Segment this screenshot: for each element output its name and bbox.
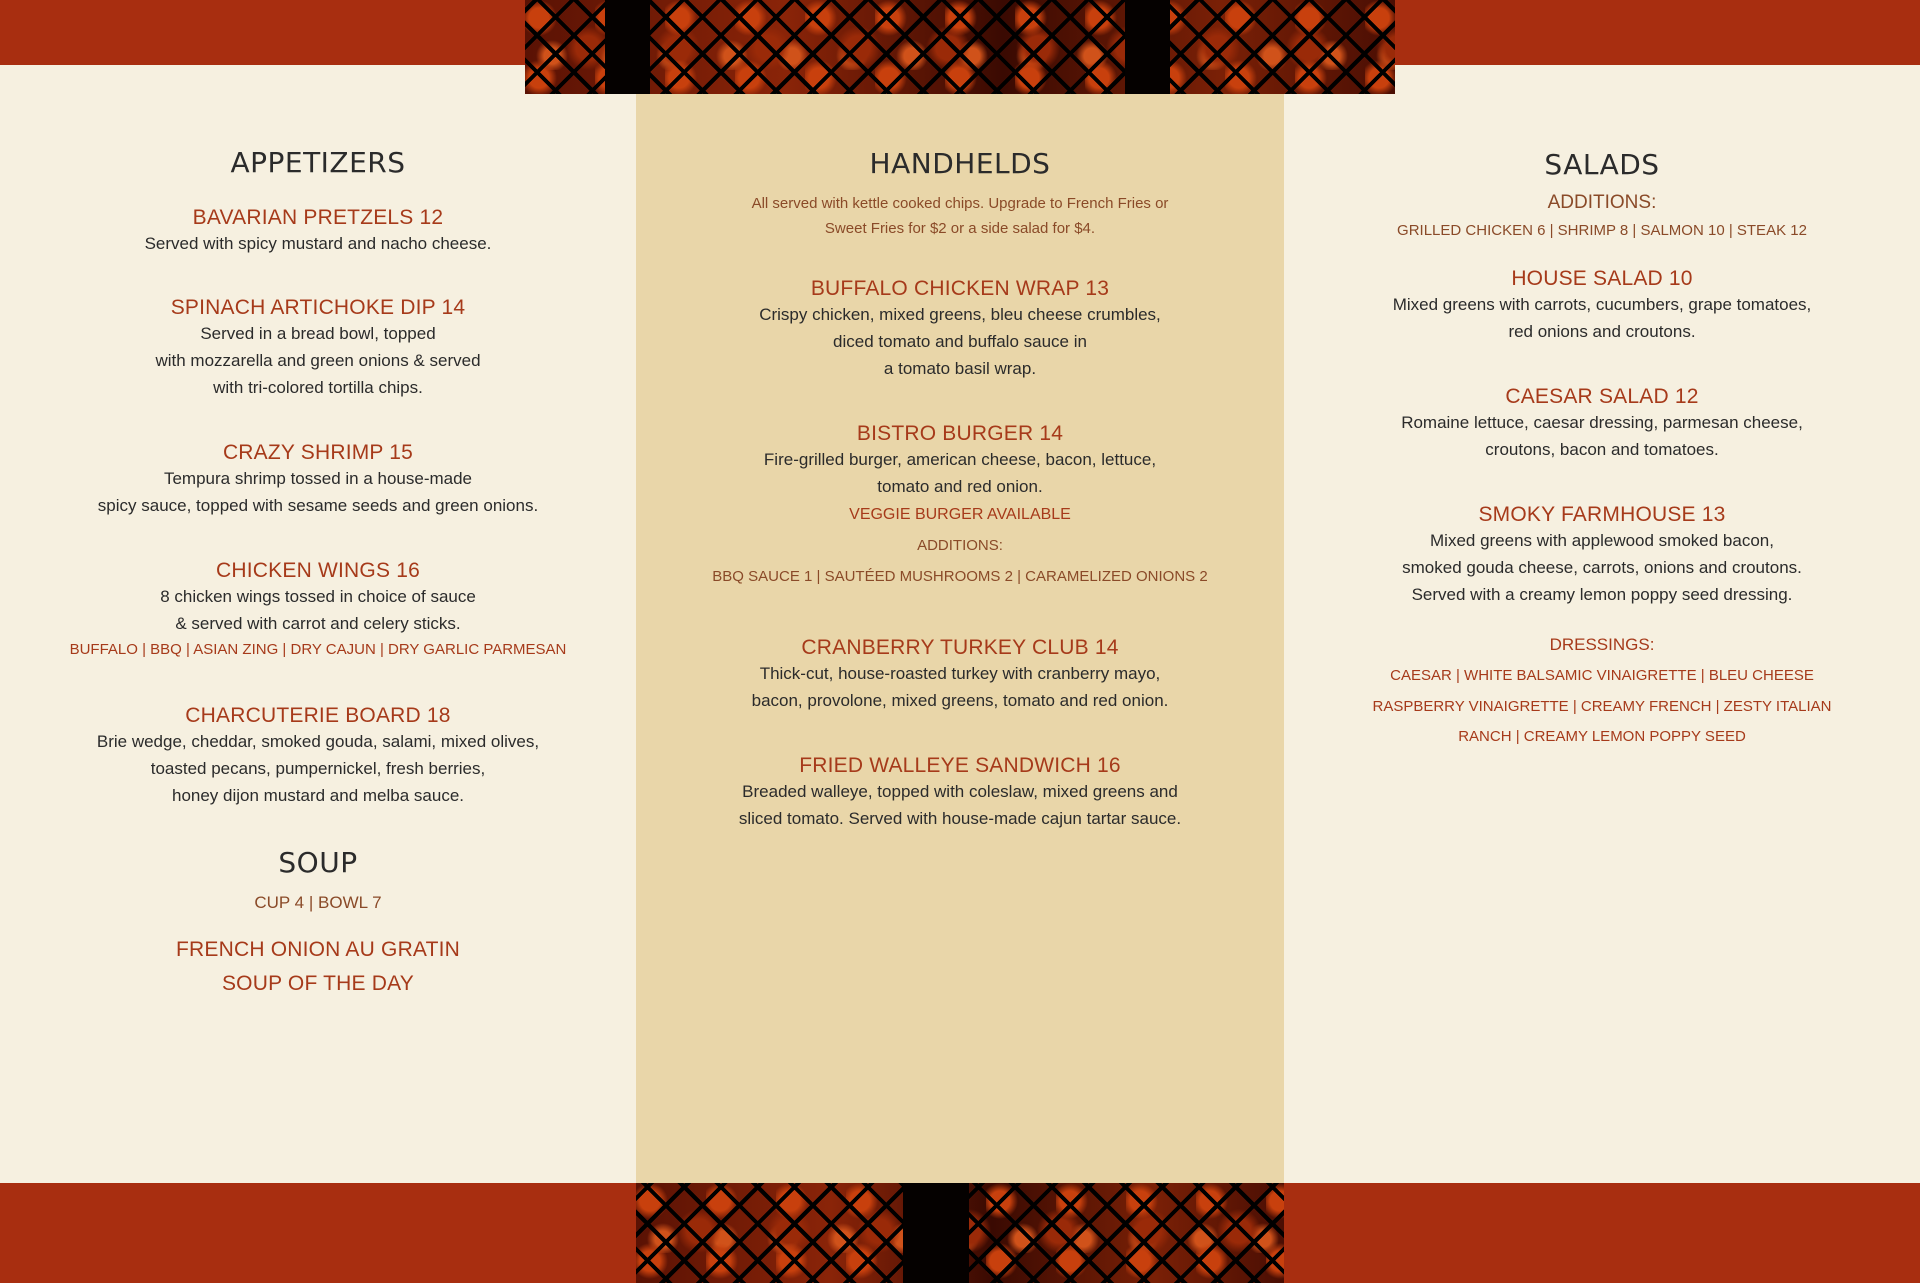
item-desc: Tempura shrimp tossed in a house-made (163, 469, 473, 488)
menu-item (636, 422, 1284, 589)
item-desc: Thick-cut, house-roasted turkey with cranberry mayo, (759, 664, 1161, 683)
soup-sizes: CUP 4 | BOWL 7 (254, 893, 382, 912)
item-desc: spicy sauce, topped with sesame seeds and green onions. (97, 496, 539, 515)
menu-item (0, 206, 636, 257)
lattice-image-top (525, 0, 1395, 94)
appetizers-title: APPETIZERS (230, 146, 406, 179)
item-desc: a tomato basil wrap. (883, 359, 1037, 378)
menu-item (0, 559, 636, 662)
item-desc: & served with carrot and celery sticks. (175, 614, 461, 633)
soup-item: FRENCH ONION AU GRATIN (175, 938, 461, 961)
item-desc: with mozzarella and green onions & served (155, 351, 481, 370)
menu-item (0, 296, 636, 401)
handhelds-intro (636, 191, 1284, 241)
additions-list: GRILLED CHICKEN 6 | SHRIMP 8 | SALMON 10 | STEAK 12 (1397, 222, 1807, 239)
handhelds-title: HANDHELDS (869, 147, 1051, 180)
item-name: HOUSE SALAD 10 (1511, 267, 1693, 290)
item-name: CHARCUTERIE BOARD 18 (185, 704, 451, 727)
item-desc: toasted pecans, pumpernickel, fresh berries, (150, 759, 486, 778)
soup-title: SOUP (278, 846, 358, 879)
veggie-note: VEGGIE BURGER AVAILABLE (849, 506, 1071, 523)
item-desc: Breaded walleye, topped with coleslaw, mixed greens and (742, 782, 1178, 801)
menu-item (1284, 385, 1920, 463)
item-desc: Served with a creamy lemon poppy seed dressing. (1411, 585, 1793, 604)
item-name: CHICKEN WINGS 16 (216, 559, 420, 582)
item-name: CRANBERRY TURKEY CLUB 14 (801, 636, 1119, 659)
item-name: BISTRO BURGER 14 (856, 422, 1064, 445)
item-desc: Served with spicy mustard and nacho cheese. (144, 234, 492, 253)
dressings-label: DRESSINGS: (1549, 635, 1655, 654)
item-desc: Brie wedge, cheddar, smoked gouda, salami, mixed olives, (96, 732, 540, 751)
intro-line: Sweet Fries for $2 or a side salad for $4. (824, 220, 1096, 237)
item-name: CRAZY SHRIMP 15 (222, 441, 414, 464)
item-name: FRIED WALLEYE SANDWICH 16 (799, 754, 1121, 777)
menu-item (0, 704, 636, 809)
item-desc: red onions and croutons. (1508, 322, 1696, 341)
additions-list: BBQ SAUCE 1 | SAUTÉED MUSHROOMS 2 | CARAMELIZED ONIONS 2 (712, 568, 1208, 585)
item-desc: smoked gouda cheese, carrots, onions and croutons. (1402, 558, 1802, 577)
dressings-line: RANCH | CREAMY LEMON POPPY SEED (1458, 728, 1746, 745)
additions-label: ADDITIONS: (1547, 192, 1657, 213)
item-name: SPINACH ARTICHOKE DIP 14 (170, 296, 466, 319)
item-desc: Romaine lettuce, caesar dressing, parmesan cheese, (1401, 413, 1803, 432)
menu-item (1284, 267, 1920, 345)
item-desc: 8 chicken wings tossed in choice of sauce (160, 587, 476, 606)
lattice-image-bottom (636, 1183, 1284, 1283)
additions-label: ADDITIONS: (917, 537, 1003, 554)
item-desc: tomato and red onion. (877, 477, 1043, 496)
item-name: BAVARIAN PRETZELS 12 (192, 206, 444, 229)
item-desc: bacon, provolone, mixed greens, tomato and red onion. (751, 691, 1169, 710)
dressings-line: CAESAR | WHITE BALSAMIC VINAIGRETTE | BLEU CHEESE (1390, 667, 1814, 684)
item-name: SMOKY FARMHOUSE 13 (1478, 503, 1726, 526)
item-desc: Served in a bread bowl, topped (200, 324, 436, 343)
intro-line: All served with kettle cooked chips. Upgrade to French Fries or (751, 195, 1169, 212)
item-desc: Crispy chicken, mixed greens, bleu cheese crumbles, (759, 305, 1161, 324)
menu-item (636, 754, 1284, 832)
salads-title: SALADS (1544, 148, 1660, 181)
item-desc: diced tomato and buffalo sauce in (833, 332, 1087, 351)
menu-item (1284, 503, 1920, 608)
menu-item (636, 277, 1284, 382)
dressings-line: RASPBERRY VINAIGRETTE | CREAMY FRENCH | ZESTY ITALIAN (1372, 698, 1832, 715)
item-desc: Mixed greens with applewood smoked bacon, (1430, 531, 1774, 550)
item-name: BUFFALO CHICKEN WRAP 13 (810, 277, 1110, 300)
item-desc: Mixed greens with carrots, cucumbers, grape tomatoes, (1392, 295, 1812, 314)
item-desc: croutons, bacon and tomatoes. (1485, 440, 1719, 459)
item-desc: with tri-colored tortilla chips. (213, 378, 423, 397)
item-desc: honey dijon mustard and melba sauce. (171, 786, 464, 805)
soup-item: SOUP OF THE DAY (221, 972, 415, 995)
menu-item (0, 441, 636, 519)
menu-item (636, 636, 1284, 714)
sauce-options: BUFFALO | BBQ | ASIAN ZING | DRY CAJUN | DRY GARLIC PARMESAN (69, 641, 567, 658)
item-name: CAESAR SALAD 12 (1505, 385, 1699, 408)
item-desc: Fire-grilled burger, american cheese, bacon, lettuce, (763, 450, 1157, 469)
item-desc: sliced tomato. Served with house-made cajun tartar sauce. (738, 809, 1182, 828)
